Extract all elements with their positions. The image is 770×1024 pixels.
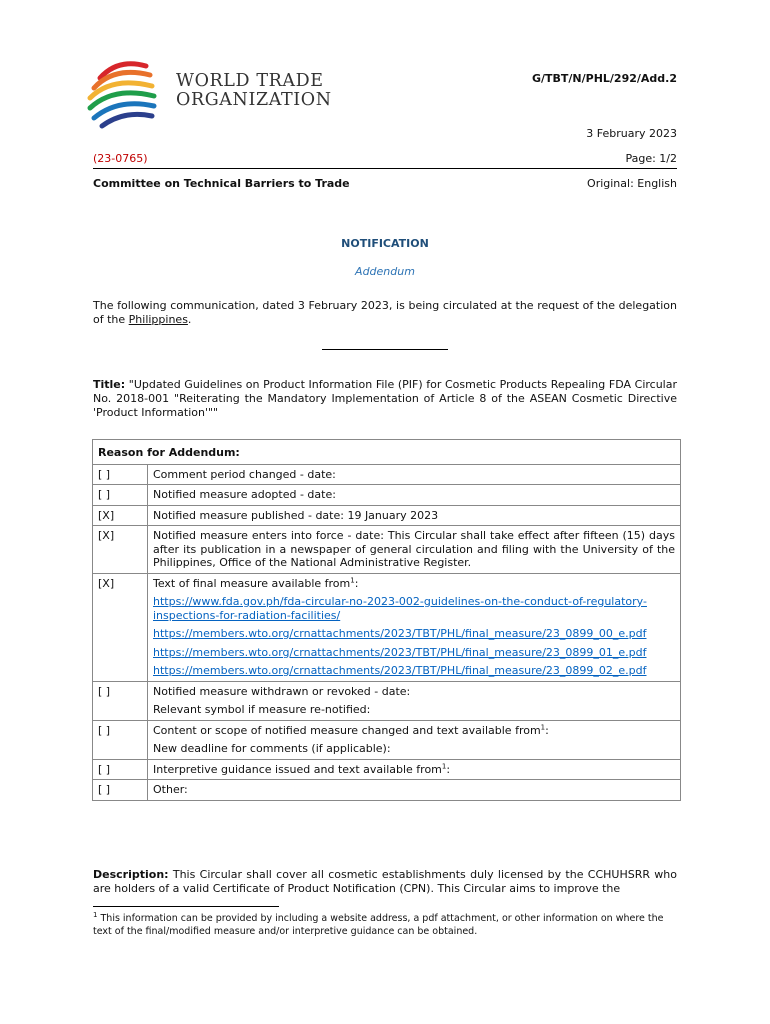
row-line-colon: : <box>545 723 549 737</box>
page-number: Page: 1/2 <box>625 152 677 165</box>
row-line-text: Text of final measure available from <box>153 576 351 590</box>
intro-paragraph <box>93 299 677 327</box>
footnote-mark: 1 <box>93 910 98 919</box>
table-row <box>93 720 681 759</box>
row-line <box>153 577 675 591</box>
org-name-line-2: ORGANIZATION <box>176 90 332 110</box>
row-line <box>153 724 675 738</box>
link-line <box>153 646 675 660</box>
checkbox-mark: [ ] <box>93 780 148 801</box>
document-date: 3 February 2023 <box>586 127 677 140</box>
checkbox-mark: [X] <box>93 573 148 681</box>
footnote-ref: 1 <box>350 575 355 584</box>
final-measure-link-1[interactable]: https://www.fda.gov.ph/fda-circular-no-2023-002-guidelines-on-the-conduct-of-regulatory-inspections-for-radiation-facilities/ <box>153 595 647 622</box>
title-text: "Updated Guidelines on Product Information File (PIF) for Cosmetic Products Repealing FDA Circular No. 2018-001 "Reiterating the Mandatory Implementation of Article 8 of the ASEAN Cosmetic Directive 'Product Information'"" <box>93 378 677 419</box>
table-row <box>93 485 681 506</box>
row-text <box>148 573 681 681</box>
document-symbol: G/TBT/N/PHL/292/Add.2 <box>531 72 677 85</box>
reason-table-header <box>93 440 681 465</box>
wto-logo <box>84 56 344 132</box>
wto-emblem-icon <box>84 56 174 132</box>
description-label: Description: <box>93 868 169 881</box>
measure-title <box>93 378 677 420</box>
table-row <box>93 681 681 720</box>
reason-table <box>92 439 681 801</box>
checkbox-mark: [ ] <box>93 681 148 720</box>
final-measure-link-2[interactable]: https://members.wto.org/crnattachments/2023/TBT/PHL/final_measure/23_0899_00_e.pdf <box>153 627 647 640</box>
checkbox-mark: [ ] <box>93 720 148 759</box>
row-line <box>153 763 675 777</box>
row-line: Comment period changed - date: <box>153 467 336 481</box>
table-row <box>93 759 681 780</box>
title-label: Title: <box>93 378 126 391</box>
table-row <box>93 526 681 574</box>
row-text <box>148 759 681 780</box>
link-line <box>153 595 675 622</box>
row-line: Relevant symbol if measure re-notified: <box>153 703 371 716</box>
notification-heading: NOTIFICATION <box>341 237 429 250</box>
description-text: This Circular shall cover all cosmetic establishments duly licensed by the CCHUHSRR who are holders of a valid Certificate of Product Notification (CPN). This Circular aims to improve the <box>93 868 677 895</box>
row-line-colon: : <box>354 576 359 590</box>
row-text <box>148 681 681 720</box>
org-name-line-1: WORLD TRADE <box>176 71 324 91</box>
row-line: Notified measure enters into force - date: This Circular shall take effect after fifteen (15) days after its publication in a newspaper of general circulation and filing with the University of the Philippines, Office of the National Administrative Register. <box>153 529 675 569</box>
final-measure-link-4[interactable]: https://members.wto.org/crnattachments/2023/TBT/PHL/final_measure/23_0899_02_e.pdf <box>153 664 647 677</box>
row-text <box>148 720 681 759</box>
committee-name: Committee on Technical Barriers to Trade <box>93 177 350 190</box>
footnote-ref: 1 <box>441 761 447 770</box>
checkbox-mark: [ ] <box>93 485 148 506</box>
table-row <box>93 573 681 681</box>
table-row <box>93 464 681 485</box>
document-number: (23-0765) <box>93 152 148 165</box>
table-row <box>93 780 681 801</box>
wto-logo-text <box>176 72 332 110</box>
reason-header-cell: Reason for Addendum: <box>93 440 681 465</box>
row-text <box>148 464 681 485</box>
header-divider <box>93 168 677 169</box>
intro-end: . <box>187 313 192 326</box>
row-line: Other: <box>153 783 188 796</box>
row-line-colon: : <box>446 762 451 776</box>
description-paragraph <box>93 868 677 896</box>
intro-country: Philippines <box>128 313 188 326</box>
row-line-text: Content or scope of notified measure changed and text available from <box>153 723 541 737</box>
row-text <box>148 485 681 506</box>
row-text <box>148 780 681 801</box>
checkbox-mark: [ ] <box>93 464 148 485</box>
row-line: New deadline for comments (if applicable): <box>153 742 391 755</box>
link-line <box>153 627 675 641</box>
row-line-text: Interpretive guidance issued and text available from <box>153 762 442 776</box>
addendum-subheading: Addendum <box>355 265 415 278</box>
checkbox-mark: [ ] <box>93 759 148 780</box>
table-row <box>93 505 681 526</box>
row-line: Notified measure adopted - date: <box>153 488 336 501</box>
original-language: Original: English <box>587 177 677 190</box>
row-line: Notified measure published - date: 19 January 2023 <box>153 508 439 522</box>
intro-text: The following communication, dated 3 February 2023, is being circulated at the request of the delegation of the <box>93 299 677 326</box>
row-text <box>148 526 681 574</box>
row-text <box>148 505 681 526</box>
footnote-divider <box>93 906 279 907</box>
footnote-ref: 1 <box>540 722 546 731</box>
footnote <box>93 912 683 938</box>
section-separator <box>322 349 448 350</box>
checkbox-mark: [X] <box>93 526 148 574</box>
row-line: Notified measure withdrawn or revoked - date: <box>153 684 411 698</box>
checkbox-mark: [X] <box>93 505 148 526</box>
footnote-text: This information can be provided by including a website address, a pdf attachment, or other information on where the text of the final/modified measure and/or interpretive guidance can be obtained. <box>93 913 664 937</box>
link-line <box>153 664 675 678</box>
final-measure-link-3[interactable]: https://members.wto.org/crnattachments/2023/TBT/PHL/final_measure/23_0899_01_e.pdf <box>153 645 647 659</box>
